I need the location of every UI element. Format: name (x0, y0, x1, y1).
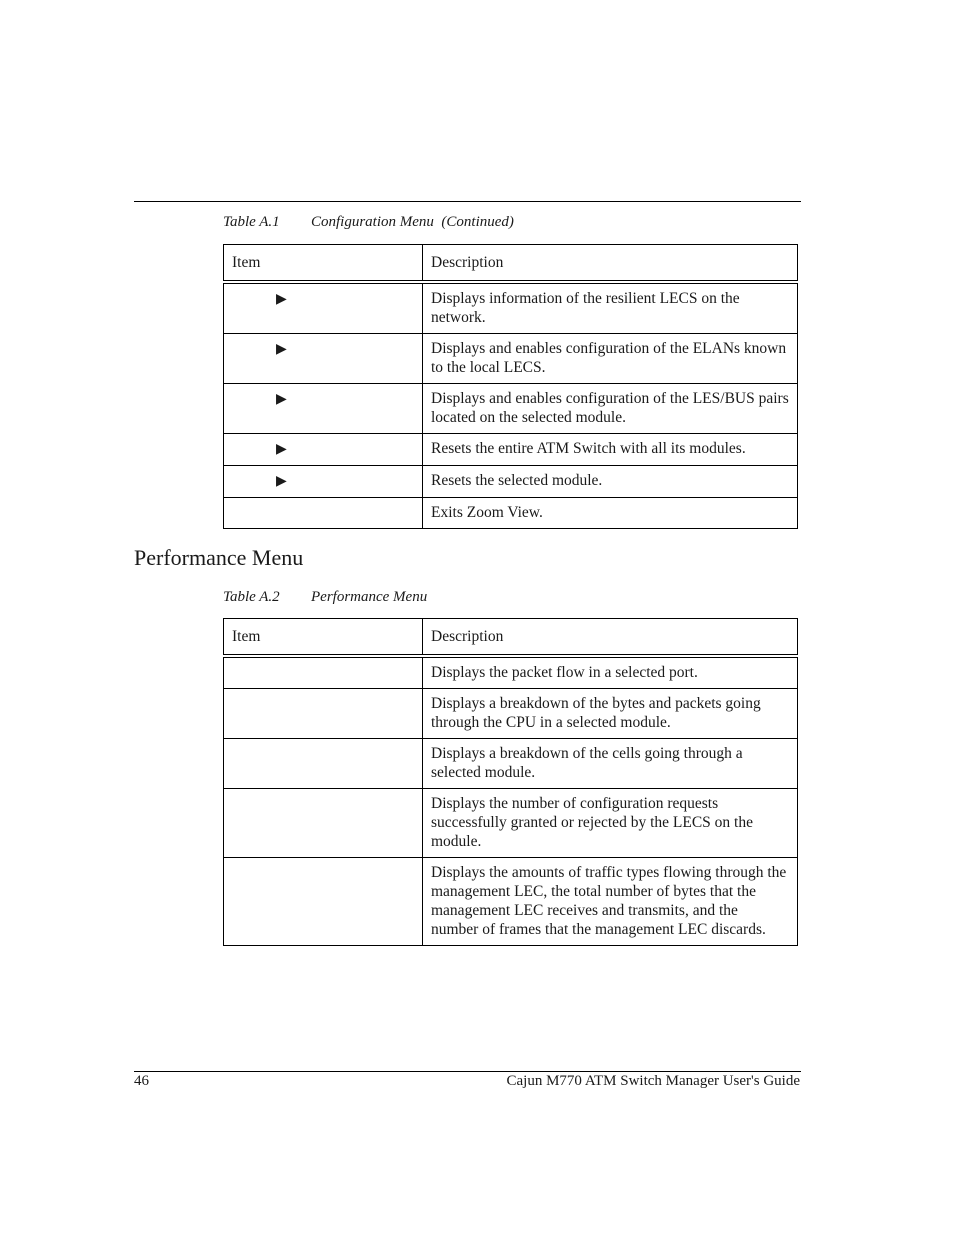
description-cell: Displays the number of configuration requests successfully granted or rejected by the LECS on the module. (423, 789, 798, 858)
item-cell (224, 434, 423, 466)
description-cell: Displays the packet flow in a selected port. (423, 656, 798, 689)
table-header-row (224, 245, 798, 283)
item-cell (224, 858, 423, 946)
description-cell: Exits Zoom View. (423, 498, 798, 529)
item-cell (224, 334, 423, 384)
table-row (224, 384, 798, 434)
right-triangle-icon: ▶ (276, 342, 287, 357)
table-header-row (224, 619, 798, 657)
description-cell: Resets the selected module. (423, 466, 798, 498)
table-row (224, 789, 798, 858)
table-row (224, 858, 798, 946)
table-row (224, 498, 798, 529)
table-row (224, 466, 798, 498)
configuration-menu-table (223, 244, 798, 529)
item-cell (224, 656, 423, 689)
table-a1-caption (223, 214, 514, 231)
table-row (224, 739, 798, 789)
item-cell (224, 789, 423, 858)
description-cell: Displays the amounts of traffic types flowing through the management LEC, the total number of bytes that the management LEC receives and transmits, and the number of frames that the management LEC discards. (423, 858, 798, 946)
table-a2-caption (223, 589, 427, 606)
item-cell (224, 689, 423, 739)
table-row (224, 282, 798, 334)
description-cell: Displays and enables configuration of the ELANs known to the local LECS. (423, 334, 798, 384)
performance-menu-table (223, 618, 798, 946)
table-a2-title: Performance Menu (311, 589, 428, 605)
right-triangle-icon: ▶ (276, 292, 287, 307)
page-number: 46 (134, 1073, 149, 1089)
item-column-header: Item (224, 619, 423, 657)
item-cell (224, 282, 423, 334)
right-triangle-icon: ▶ (276, 442, 287, 457)
item-cell (224, 498, 423, 529)
footer-rule (134, 1071, 801, 1072)
guide-title: Cajun M770 ATM Switch Manager User's Guide (506, 1073, 800, 1089)
table-a2-label: Table A.2 (223, 589, 280, 605)
description-cell: Displays information of the resilient LECS on the network. (423, 282, 798, 334)
description-cell: Displays a breakdown of the cells going through a selected module. (423, 739, 798, 789)
right-triangle-icon: ▶ (276, 474, 287, 489)
item-column-header: Item (224, 245, 423, 283)
description-column-header: Description (423, 619, 798, 657)
item-cell (224, 739, 423, 789)
section-heading: Performance Menu (134, 545, 304, 570)
table-row (224, 656, 798, 689)
table-a1-title: Configuration Menu (Continued) (311, 214, 514, 230)
right-triangle-icon: ▶ (276, 392, 287, 407)
item-cell (224, 384, 423, 434)
description-cell: Displays a breakdown of the bytes and packets going through the CPU in a selected module. (423, 689, 798, 739)
description-cell: Resets the entire ATM Switch with all its modules. (423, 434, 798, 466)
table-row (224, 689, 798, 739)
table-row (224, 334, 798, 384)
item-cell (224, 466, 423, 498)
table-row (224, 434, 798, 466)
description-cell: Displays and enables configuration of the LES/BUS pairs located on the selected module. (423, 384, 798, 434)
table-a1-label: Table A.1 (223, 214, 280, 230)
description-column-header: Description (423, 245, 798, 283)
header-rule (134, 201, 801, 202)
